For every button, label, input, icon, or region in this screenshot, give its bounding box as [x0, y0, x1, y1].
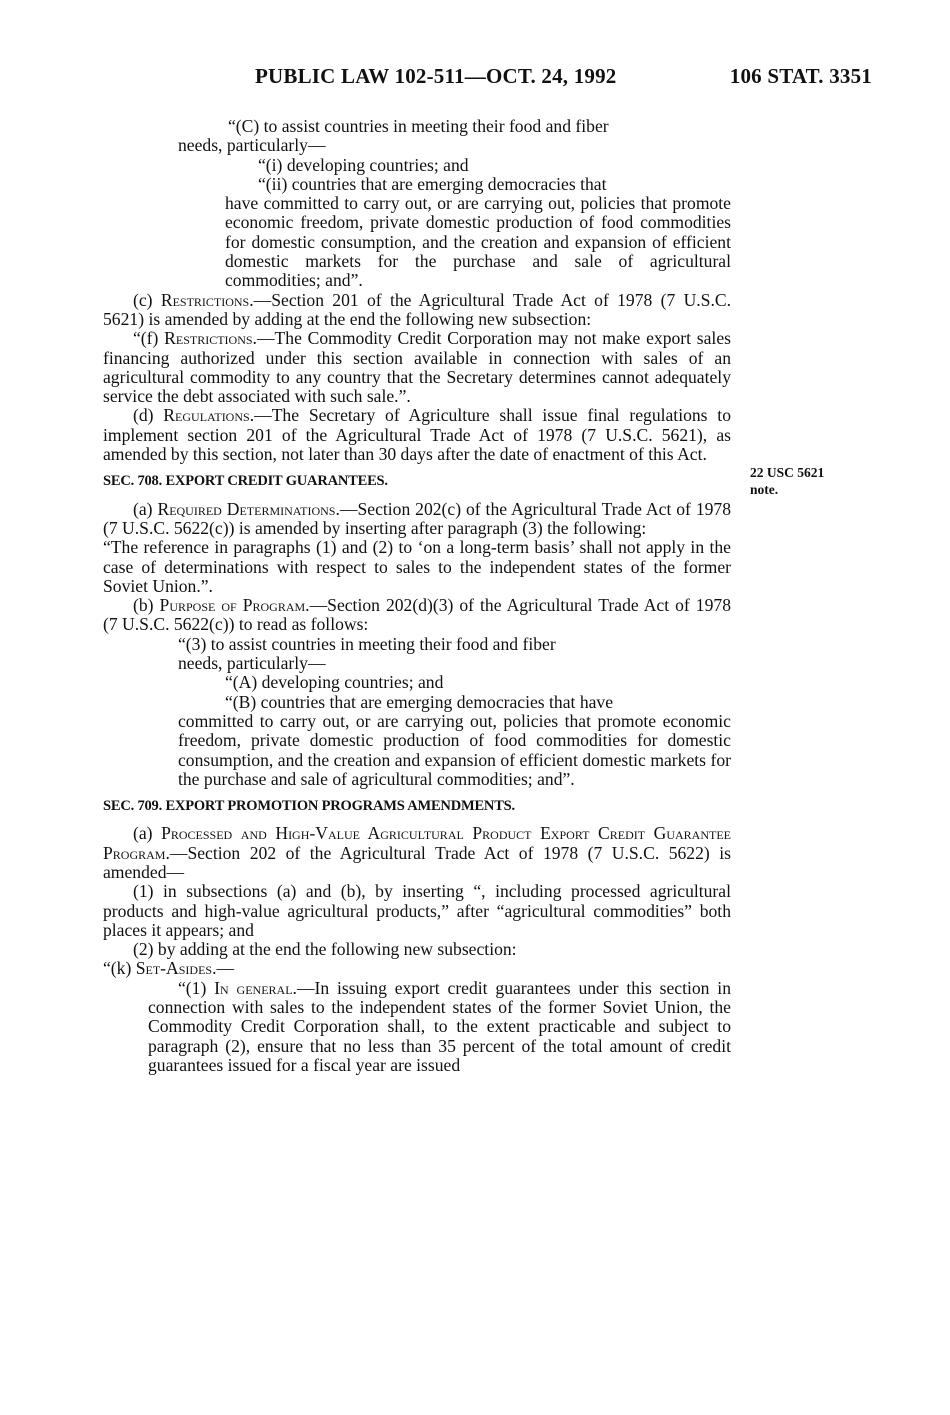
subsection-f-body: —The Commodity Credit Corporation may not make export sales financing authorized under this section available in connection with sales of an agricultural commodity to any country that the Secretary determines cannot adequately service the debt associated with such sale.”. — [103, 328, 731, 407]
sec708-b-label: (b) — [133, 595, 160, 616]
sec708-a-heading: Required Determinations. — [157, 498, 340, 519]
sec708-a-label: (a) — [133, 498, 158, 519]
subsection-d — [103, 406, 731, 464]
sec708-subsection-b — [103, 596, 731, 635]
paragraph-ii-rest: have committed to carry out, or are carrying out, policies that promote economic freedom, private domestic production of food commodities for domestic consumption, and the creation and expansion of efficient domestic markets for the purchase and sale of agricultural commodities; and”. — [225, 193, 731, 291]
subsection-c-label: (c) — [133, 289, 161, 310]
subsection-k-dash: — — [216, 958, 235, 979]
subsection-d-heading: Regulations. — [163, 405, 255, 426]
section-708-heading: SEC. 708. EXPORT CREDIT GUARANTEES. — [103, 473, 388, 490]
paragraph-3-line1 — [103, 635, 731, 654]
subsection-c-body: —Section 201 of the Agricultural Trade Act of 1978 (7 U.S.C. 5621) is amended by adding at the end the following new subsection: — [103, 289, 731, 329]
subsection-c — [103, 291, 731, 330]
sec709-a-body: —Section 202 of the Agricultural Trade Act of 1978 (7 U.S.C. 5622) is amended— — [103, 842, 731, 882]
subsection-c-heading: Restrictions. — [160, 289, 254, 310]
paragraph-3-line2: needs, particularly— — [178, 653, 326, 674]
sec709-paragraph-2: (2) by adding at the end the following new subsection: — [133, 939, 517, 960]
sec708-subsection-a — [103, 500, 731, 539]
subsection-d-label: (d) — [133, 405, 164, 426]
paragraph-B-rest: committed to carry out, or are carrying out, policies that promote economic freedom, private domestic production of food commodities for domestic consumption, and the creation and expansion of efficient domestic markets for the purchase and sale of agricultural commodities; and”. — [178, 710, 731, 789]
paragraph-B-line1: “(B) countries that are emerging democracies that have — [225, 691, 614, 712]
section-709-heading: SEC. 709. EXPORT PROMOTION PROGRAMS AMENDMENTS. — [103, 798, 515, 815]
sec708-quoted-text: “The reference in paragraphs (1) and (2) to ‘on a long-term basis’ shall not apply in the case of determinations with respect to sales to the independent states of the former Soviet Union.”. — [103, 537, 731, 596]
k1-label: “(1) — [178, 977, 215, 998]
margin-note-citation: 22 USC 5621 — [750, 465, 825, 480]
sec709-a-heading: Processed and High-Value Agricultural Product Export Credit Guarantee Program. — [103, 823, 731, 863]
paragraph-C-cont: needs, particularly— — [178, 135, 326, 156]
paragraph-i: “(i) developing countries; and — [258, 154, 469, 175]
running-header-title: PUBLIC LAW 102-511—OCT. 24, 1992 — [255, 64, 617, 88]
paragraph-C — [103, 117, 731, 136]
subsection-k-label: “(k) — [103, 958, 136, 979]
sec709-paragraph-1: (1) in subsections (a) and (b), by inserting “, including processed agricultural products and high-value agricultural products,” after “agricultural commodities” both places it appears; and — [103, 881, 731, 940]
paragraph-ii-line1: “(ii) countries that are emerging democracies that — [258, 173, 607, 194]
running-header-page: 106 STAT. 3351 — [729, 64, 872, 88]
paragraph-A: “(A) developing countries; and — [225, 672, 444, 693]
subsection-k-paragraph-1 — [103, 979, 731, 1075]
paragraph-3-text: “(3) to assist countries in meeting their food and fiber — [178, 633, 556, 654]
paragraph-C-line1: “(C) to assist countries in meeting their food and fiber — [228, 116, 609, 136]
subsection-d-body: —The Secretary of Agriculture shall issue final regulations to implement section 201 of the Agricultural Trade Act of 1978 (7 U.S.C. 5621), as amended by this section, not later than 30 days after the date of enactment of this Act. — [103, 405, 731, 465]
sec708-b-heading: Purpose of Program. — [159, 595, 310, 616]
margin-note-label: note. — [750, 482, 779, 497]
k1-heading: In general. — [214, 977, 297, 998]
document-body — [103, 117, 731, 1075]
sec708-b-body: —Section 202(d)(3) of the Agricultural Trade Act of 1978 (7 U.S.C. 5622(c)) to read as follows: — [103, 595, 731, 635]
subsection-f-heading: Restrictions. — [164, 328, 257, 349]
sec708-a-body: —Section 202(c) of the Agricultural Trade Act of 1978 (7 U.S.C. 5622(c)) is amended by inserting after paragraph (3) the following: — [103, 498, 732, 538]
subsection-f-label: “(f) — [133, 328, 165, 349]
sec709-a-label: (a) — [133, 823, 162, 844]
margin-note — [750, 464, 870, 498]
k1-body: —In issuing export credit guarantees under this section in connection with sales to the independent states of the former Soviet Union, the Commodity Credit Corporation shall, to the extent practicable and subject to paragraph (2), ensure that no less than 35 percent of the total amount of credit guarantees issued for a fiscal year are issued — [148, 977, 731, 1075]
sec709-subsection-a — [103, 824, 731, 882]
subsection-k — [103, 959, 731, 978]
subsection-k-heading: Set-Asides. — [135, 958, 217, 979]
subsection-f — [103, 329, 731, 406]
